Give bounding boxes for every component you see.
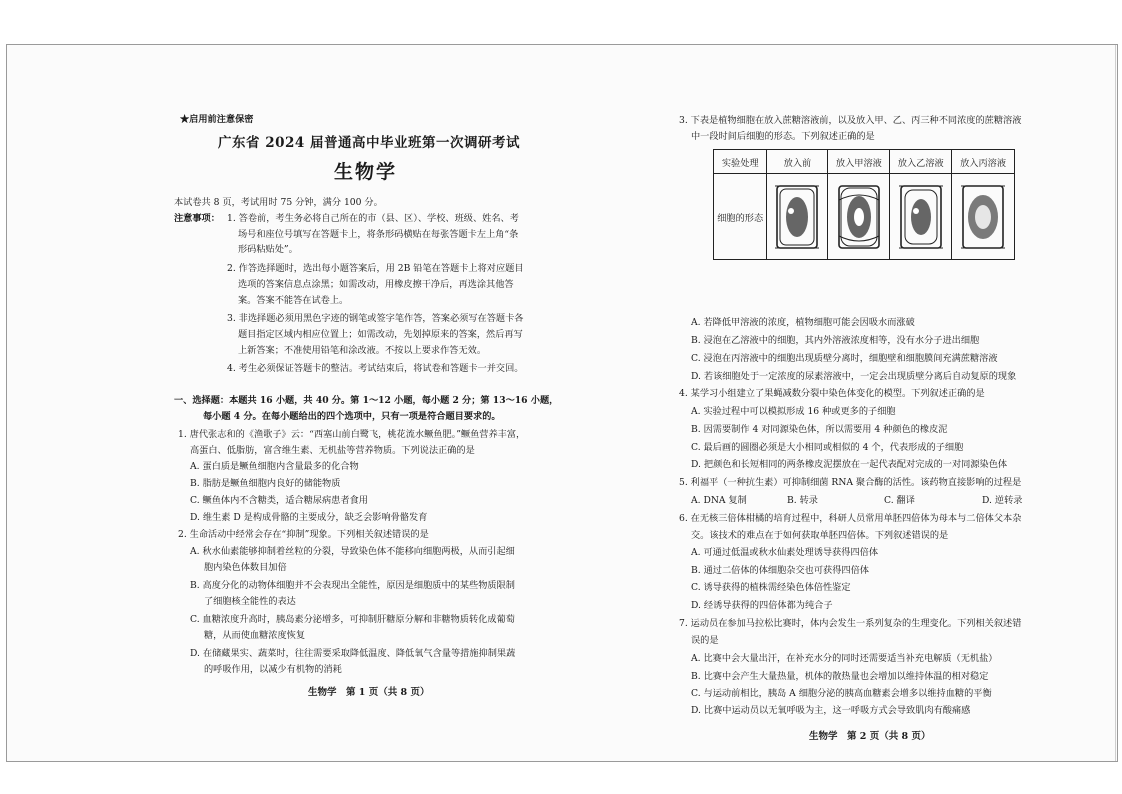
exam-sheet — [6, 44, 1118, 762]
exam-info: 本试卷共 8 页，考试用时 75 分钟，满分 100 分。 — [174, 197, 383, 208]
question-6-option-a: A. 可通过低温或秋水仙素处理诱导获得四倍体 — [691, 547, 879, 558]
notice-line: 选项的答案信息点涂黑；如需改动，用橡皮擦干净后，再选涂其他答 — [238, 279, 514, 290]
table-header: 放入丙溶液 — [952, 150, 1015, 174]
notice-line: 4. 考生必须保证答题卡的整洁。考试结束后，将试卷和答题卡一并交回。 — [227, 363, 524, 374]
secret-mark: ★启用前注意保密 — [180, 114, 254, 125]
question-6-option-b: B. 通过二倍体的体细胞杂交也可获得四倍体 — [691, 565, 869, 576]
plant-cell-icon — [891, 180, 951, 254]
table-header: 放入前 — [767, 150, 828, 174]
notice-line: 案。答案不能答在试卷上。 — [238, 295, 349, 306]
question-3-option-c: C. 浸泡在丙溶液中的细胞出现质壁分离时，细胞壁和细胞膜间充满蔗糖溶液 — [691, 353, 998, 364]
question-5-option-d: D. 逆转录 — [982, 495, 1023, 506]
notice-label: 注意事项： — [174, 213, 220, 224]
question-2-option-c-cont: 糖，从而使血糖浓度恢复 — [204, 630, 306, 641]
question-3-stem: 3. 下表是植物细胞在放入蔗糖溶液前，以及放入甲、乙、丙三种不同浓度的蔗糖溶液 — [679, 115, 1022, 126]
page-footer-right: 生物学 第 2 页（共 8 页） — [809, 731, 931, 742]
section-heading: 每小题 4 分。在每小题给出的四个选项中，只有一项是符合题目要求的。 — [203, 411, 501, 422]
question-7-option-d: D. 比赛中运动员以无氧呼吸为主，这一呼吸方式会导致肌肉有酸痛感 — [691, 705, 971, 716]
question-1-option-d: D. 维生素 D 是构成骨骼的主要成分，缺乏会影响骨骼发育 — [190, 512, 428, 523]
plant-cell-icon — [953, 180, 1013, 254]
question-4-option-b: B. 因需要制作 4 对同源染色体，所以需要用 4 种颜色的橡皮泥 — [691, 424, 948, 435]
question-2-option-d-cont: 的呼吸作用，以减少有机物的消耗 — [204, 664, 342, 675]
question-7-stem: 误的是 — [691, 635, 719, 646]
question-3-option-d: D. 若该细胞处于一定浓度的尿素溶液中，一定会出现质壁分离后自动复原的现象 — [691, 371, 1017, 382]
question-1-stem: 1. 唐代张志和的《渔歌子》云：“西塞山前白鹭飞，桃花流水鳜鱼肥。”鳜鱼营养丰富， — [178, 429, 526, 440]
cell-figure-before — [767, 174, 828, 260]
table-header: 实验处理 — [714, 150, 767, 174]
cell-figure-c — [952, 174, 1015, 260]
scan-edge — [1115, 45, 1116, 761]
question-3-stem: 中一段时间后细胞的形态。下列叙述正确的是 — [691, 131, 875, 142]
table-header: 放入乙溶液 — [890, 150, 952, 174]
question-7-option-a: A. 比赛中会大量出汗，在补充水分的同时还需要适当补充电解质（无机盐） — [691, 653, 998, 664]
notice-line: 2. 作答选择题时，选出每小题答案后，用 2B 铅笔在答题卡上将对应题目 — [227, 263, 524, 274]
page-footer-left: 生物学 第 1 页（共 8 页） — [308, 687, 430, 698]
question-6-stem: 6. 在无核三倍体柑橘的培育过程中，科研人员常用单胚四倍体为母本与二倍体父本杂 — [679, 513, 1022, 524]
notice-line: 题目指定区域内相应位置上；如需改动，先划掉原来的答案，然后再写 — [238, 329, 523, 340]
question-3-option-b: B. 浸泡在乙溶液中的细胞，其内外溶液浓度相等，没有水分子进出细胞 — [691, 335, 980, 346]
question-6-stem: 交。该技术的难点在于如何获取单胚四倍体。下列叙述错误的是 — [691, 530, 949, 541]
question-3-option-a: A. 若降低甲溶液的浓度，植物细胞可能会因吸水而涨破 — [691, 317, 915, 328]
cell-figure-b — [890, 174, 952, 260]
question-2-option-b: B. 高度分化的动物体细胞并不会表现出全能性，原因是细胞质中的某些物质限制 — [190, 580, 515, 591]
question-1-option-c: C. 鳜鱼体内不含糖类，适合糖尿病患者食用 — [190, 495, 368, 506]
question-5-option-a: A. DNA 复制 — [691, 495, 747, 506]
question-2-option-a: A. 秋水仙素能够抑制着丝粒的分裂，导致染色体不能移向细胞两极，从而引起细 — [190, 546, 515, 557]
question-5-option-c: C. 翻译 — [884, 495, 915, 506]
notice-line: 1. 答卷前，考生务必将自己所在的市（县、区）、学校、班级、姓名、考 — [227, 213, 519, 224]
question-1-option-a: A. 蛋白质是鳜鱼细胞内含量最多的化合物 — [190, 461, 359, 472]
notice-line: 场号和座位号填写在答题卡上，将条形码横贴在每张答题卡左上角“条 — [238, 229, 519, 240]
table-header: 放入甲溶液 — [828, 150, 890, 174]
notice-line: 形码粘贴处”。 — [238, 244, 298, 255]
question-4-option-c: C. 最后画的圆圈必须是大小相同或相似的 4 个，代表形成的子细胞 — [691, 442, 964, 453]
question-4-stem: 4. 某学习小组建立了果蝇减数分裂中染色体变化的模型。下列叙述正确的是 — [679, 388, 985, 399]
question-6-option-c: C. 诱导获得的植株需经染色体倍性鉴定 — [691, 582, 851, 593]
question-2-option-d: D. 在储藏果实、蔬菜时，往往需要采取降低温度、降低氧气含量等措施抑制果蔬 — [190, 648, 516, 659]
question-2-stem: 2. 生命活动中经常会存在“抑制”现象。下列相关叙述错误的是 — [178, 529, 429, 540]
subject-title: 生物学 — [334, 161, 398, 183]
question-4-option-d: D. 把颜色和长短相同的两条橡皮泥摆放在一起代表配对完成的一对同源染色体 — [691, 459, 1008, 470]
question-4-option-a: A. 实验过程中可以模拟形成 16 种或更多的子细胞 — [691, 406, 896, 417]
question-2-option-b-cont: 了细胞核全能性的表达 — [204, 596, 296, 607]
question-7-option-b: B. 比赛中会产生大量热量，机体的散热量也会增加以维持体温的相对稳定 — [691, 671, 989, 682]
question-1-stem: 高蛋白、低脂肪，富含维生素、无机盐等营养物质。下列说法正确的是 — [190, 445, 475, 456]
exam-title: 广东省 2024 届普通高中毕业班第一次调研考试 — [218, 135, 520, 151]
cell-shape-table — [713, 149, 1015, 260]
question-2-option-c: C. 血糖浓度升高时，胰岛素分泌增多，可抑制肝糖原分解和非糖物质转化成葡萄 — [190, 614, 515, 625]
question-6-option-d: D. 经诱导获得的四倍体都为纯合子 — [691, 600, 833, 611]
question-7-option-c: C. 与运动前相比，胰岛 A 细胞分泌的胰高血糖素会增多以维持血糖的平衡 — [691, 688, 992, 699]
question-2-option-a-cont: 胞内染色体数目加倍 — [204, 562, 287, 573]
question-7-stem: 7. 运动员在参加马拉松比赛时，体内会发生一系列复杂的生理变化。下列相关叙述错 — [679, 618, 1022, 629]
notice-line: 上新答案；不准使用铅笔和涂改液。不按以上要求作答无效。 — [238, 345, 487, 356]
notice-line: 3. 非选择题必须用黑色字迹的钢笔或签字笔作答，答案必须写在答题卡各 — [227, 313, 524, 324]
row-label: 细胞的形态 — [714, 174, 767, 260]
cell-figure-a — [828, 174, 890, 260]
question-1-option-b: B. 脂肪是鳜鱼细胞内良好的储能物质 — [190, 478, 341, 489]
question-5-stem: 5. 利福平（一种抗生素）可抑制细菌 RNA 聚合酶的活性。该药物直接影响的过程是 — [679, 477, 1022, 488]
plant-cell-icon — [767, 180, 827, 254]
question-5-option-b: B. 转录 — [787, 495, 818, 506]
plant-cell-icon — [829, 180, 889, 254]
section-heading: 一、选择题：本题共 16 小题，共 40 分。第 1～12 小题，每小题 2 分；第 13～16 小题， — [174, 395, 559, 406]
